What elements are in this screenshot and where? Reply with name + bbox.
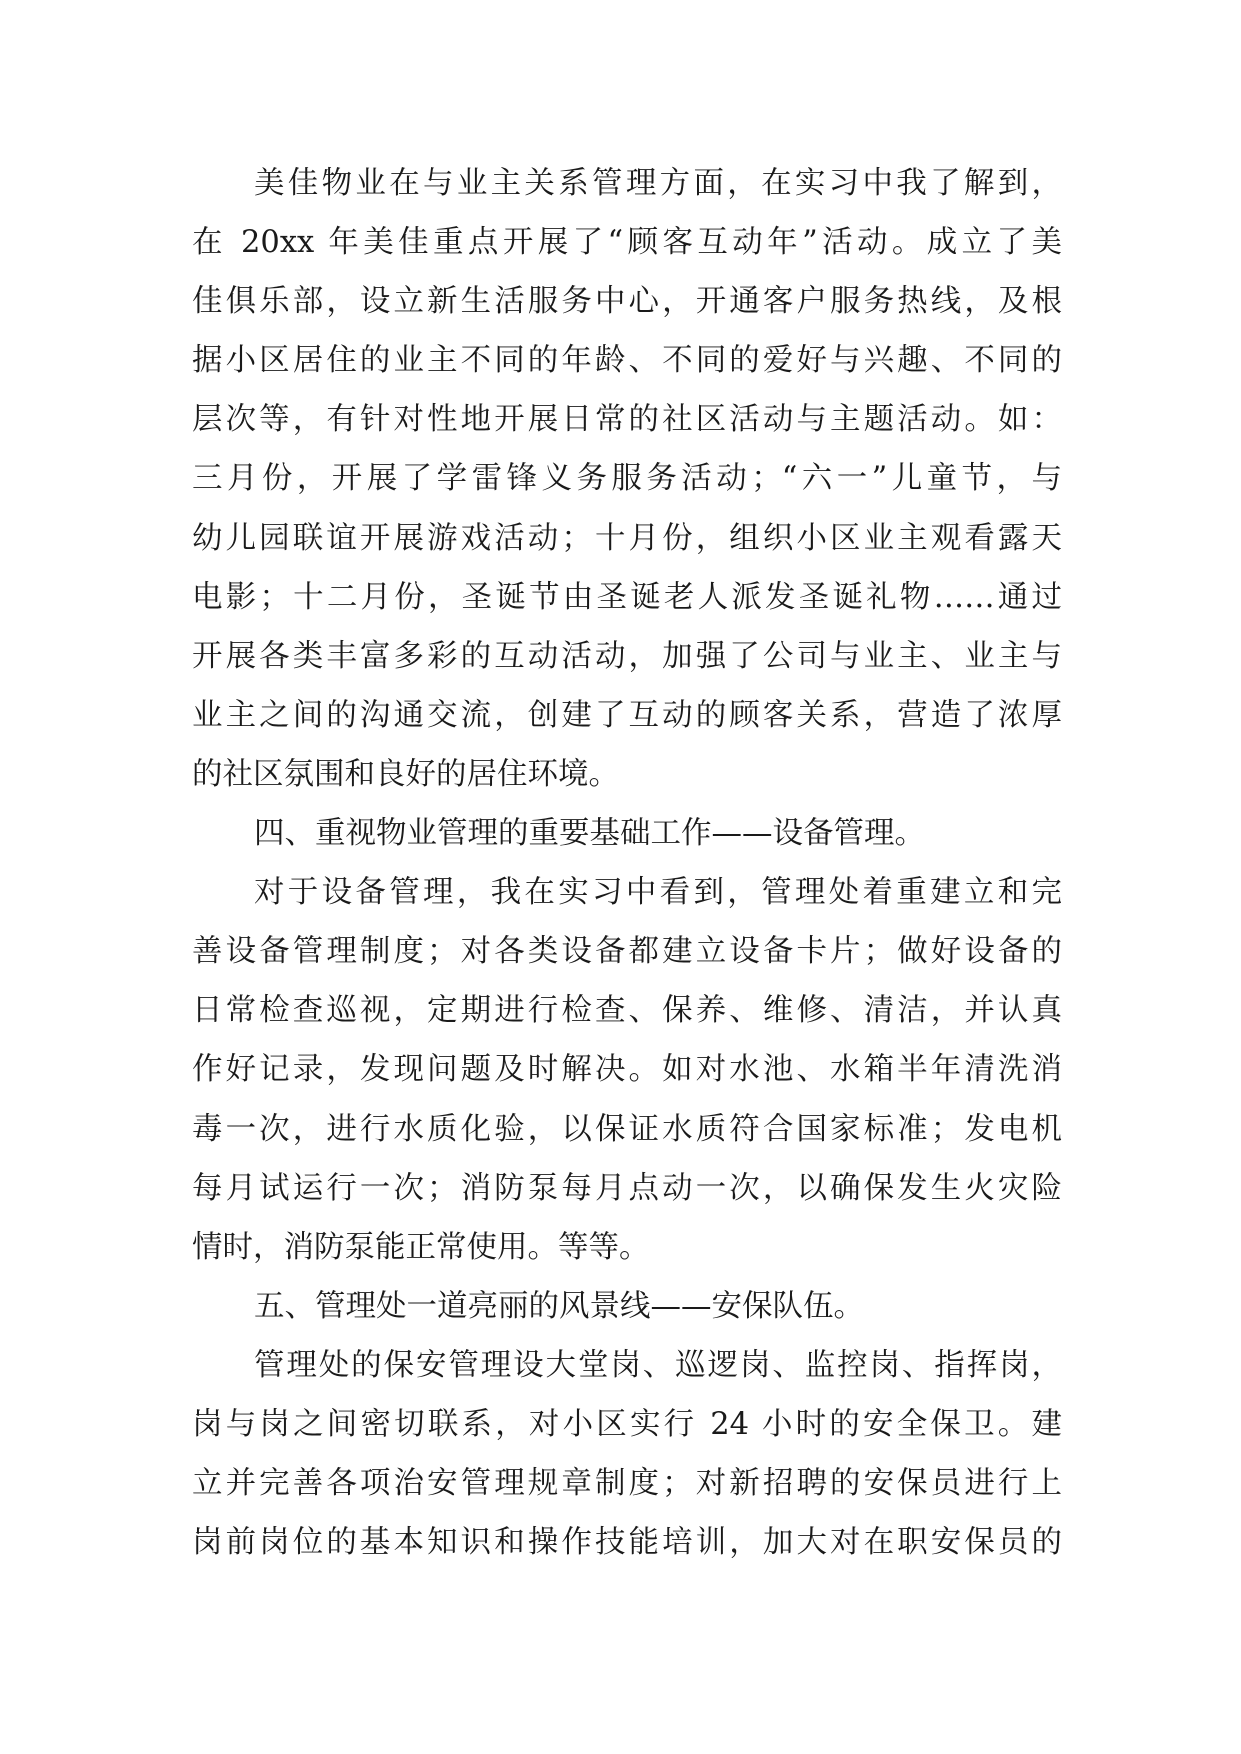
section-heading-text: 四、重视物业管理的重要基础工作——设备管理。 (254, 816, 925, 852)
text-line: 情时，消防泵能正常使用。等等。 (192, 1229, 650, 1265)
text-line: 在 20xx 年美佳重点开展了“顾客互动年”活动。成立了美 (192, 225, 1062, 261)
text-line: 电影；十二月份，圣诞节由圣诞老人派发圣诞礼物……通过 (192, 579, 1062, 615)
text-line: 岗与岗之间密切联系，对小区实行 24 小时的安全保卫。建 (192, 1406, 1062, 1442)
paragraph-security-management (192, 1336, 1062, 1572)
text-line: 据小区居住的业主不同的年龄、不同的爱好与兴趣、不同的 (192, 343, 1062, 379)
text-line: 幼儿园联谊开展游戏活动；十月份，组织小区业主观看露天 (192, 520, 1062, 556)
paragraph-equipment-management (192, 863, 1062, 1277)
text-line: 层次等，有针对性地开展日常的社区活动与主题活动。如： (192, 402, 1062, 438)
document-body (192, 154, 1062, 1572)
section-heading-text: 五、管理处一道亮丽的风景线——安保队伍。 (254, 1288, 864, 1324)
text-line: 佳俱乐部，设立新生活服务中心，开通客户服务热线，及根 (192, 284, 1062, 320)
text-line: 开展各类丰富多彩的互动活动，加强了公司与业主、业主与 (192, 638, 1062, 674)
section-heading-security (192, 1277, 1062, 1336)
text-line: 对于设备管理，我在实习中看到，管理处着重建立和完 (254, 875, 1062, 911)
text-line: 作好记录，发现问题及时解决。如对水池、水箱半年清洗消 (192, 1052, 1062, 1088)
text-line: 善设备管理制度；对各类设备都建立设备卡片；做好设备的 (192, 934, 1062, 970)
text-line: 业主之间的沟通交流，创建了互动的顾客关系，营造了浓厚 (192, 697, 1062, 733)
section-heading-equipment (192, 804, 1062, 863)
text-line: 每月试运行一次；消防泵每月点动一次，以确保发生火灾险 (192, 1170, 1062, 1206)
paragraph-owner-relations (192, 154, 1062, 804)
text-line: 美佳物业在与业主关系管理方面，在实习中我了解到， (254, 166, 1062, 201)
text-line: 岗前岗位的基本知识和操作技能培训，加大对在职安保员的 (192, 1525, 1062, 1561)
text-line: 三月份，开展了学雷锋义务服务活动；“六一”儿童节，与 (192, 461, 1062, 497)
text-line: 毒一次，进行水质化验，以保证水质符合国家标准；发电机 (192, 1111, 1062, 1147)
text-line: 立并完善各项治安管理规章制度；对新招聘的安保员进行上 (192, 1466, 1062, 1502)
text-line: 的社区氛围和良好的居住环境。 (192, 756, 619, 792)
text-line: 日常检查巡视，定期进行检查、保养、维修、清洁，并认真 (192, 993, 1062, 1029)
text-line: 管理处的保安管理设大堂岗、巡逻岗、监控岗、指挥岗， (254, 1347, 1062, 1383)
